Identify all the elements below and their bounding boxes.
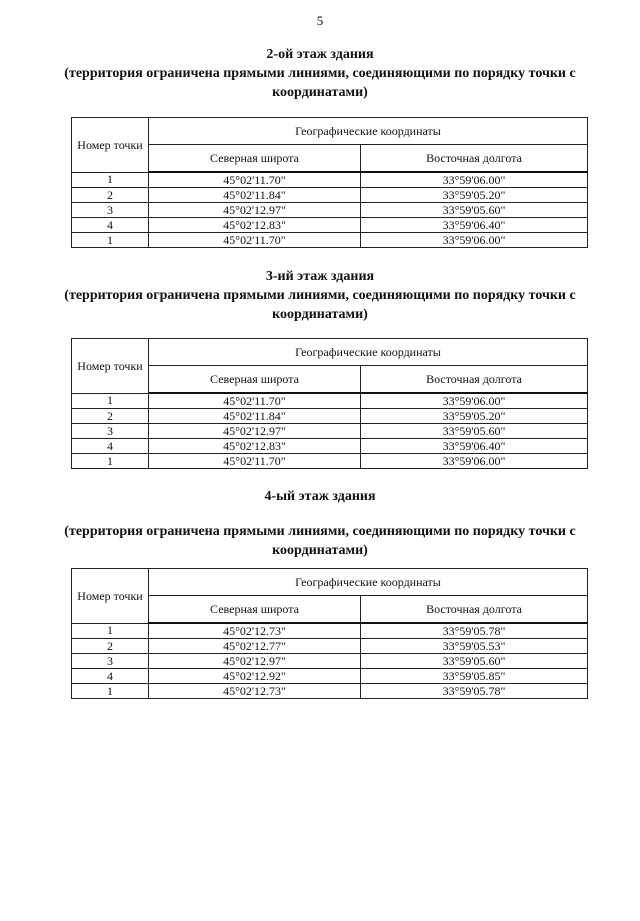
latitude-value: 45°02'11.70" (149, 233, 361, 248)
point-number: 3 (72, 424, 149, 439)
point-number: 1 (72, 393, 149, 409)
section-description: (территория ограничена прямыми линиями, соединяющими по порядку точки с координатами) (64, 288, 576, 322)
coordinates-table (71, 117, 588, 248)
east-longitude-header: Восточная долгота (361, 596, 588, 624)
table-row (72, 454, 588, 469)
point-number: 2 (72, 188, 149, 203)
longitude-value: 33°59'05.20" (361, 188, 588, 203)
coordinates-table (71, 338, 588, 469)
longitude-value: 33°59'05.60" (361, 203, 588, 218)
latitude-value: 45°02'12.83" (149, 439, 361, 454)
section-title: 4-ый этаж здания (264, 489, 376, 504)
longitude-value: 33°59'06.00" (361, 172, 588, 188)
table-row (72, 409, 588, 424)
point-number: 2 (72, 409, 149, 424)
section-description: (территория ограничена прямыми линиями, соединяющими по порядку точки с координатами) (64, 524, 576, 558)
latitude-value: 45°02'12.77" (149, 639, 361, 654)
point-number: 3 (72, 203, 149, 218)
point-number: 1 (72, 623, 149, 639)
latitude-value: 45°02'12.97" (149, 203, 361, 218)
geo-coordinates-header: Географические координаты (149, 569, 588, 596)
longitude-value: 33°59'06.00" (361, 233, 588, 248)
point-number-header: Номер точки (72, 339, 149, 394)
table-row (72, 233, 588, 248)
north-latitude-header: Северная широта (149, 145, 361, 173)
point-number: 1 (72, 172, 149, 188)
geo-coordinates-header: Географические координаты (149, 339, 588, 366)
longitude-value: 33°59'06.40" (361, 218, 588, 233)
latitude-value: 45°02'11.84" (149, 188, 361, 203)
latitude-value: 45°02'12.73" (149, 684, 361, 699)
table-row (72, 393, 588, 409)
point-number-header: Номер точки (72, 569, 149, 624)
table-row (72, 424, 588, 439)
section-description: (территория ограничена прямыми линиями, соединяющими по порядку точки с координатами) (64, 66, 576, 100)
north-latitude-header: Северная широта (149, 596, 361, 624)
longitude-value: 33°59'06.00" (361, 454, 588, 469)
latitude-value: 45°02'12.73" (149, 623, 361, 639)
point-number: 2 (72, 639, 149, 654)
section-floor-3 (0, 267, 640, 324)
longitude-value: 33°59'06.00" (361, 393, 588, 409)
latitude-value: 45°02'12.97" (149, 654, 361, 669)
point-number: 1 (72, 233, 149, 248)
longitude-value: 33°59'05.85" (361, 669, 588, 684)
table-row (72, 669, 588, 684)
north-latitude-header: Северная широта (149, 366, 361, 394)
point-number-header: Номер точки (72, 118, 149, 173)
section-title: 3-ий этаж здания (265, 269, 375, 284)
table-row (72, 684, 588, 699)
east-longitude-header: Восточная долгота (361, 145, 588, 173)
longitude-value: 33°59'05.60" (361, 654, 588, 669)
table-row (72, 172, 588, 188)
table-row (72, 188, 588, 203)
point-number: 1 (72, 684, 149, 699)
table-row (72, 439, 588, 454)
latitude-value: 45°02'11.70" (149, 454, 361, 469)
table-row (72, 218, 588, 233)
point-number: 3 (72, 654, 149, 669)
point-number: 4 (72, 218, 149, 233)
page-number: 5 (316, 13, 324, 28)
point-number: 4 (72, 439, 149, 454)
longitude-value: 33°59'05.60" (361, 424, 588, 439)
east-longitude-header: Восточная долгота (361, 366, 588, 394)
section-floor-4 (0, 487, 640, 560)
latitude-value: 45°02'11.70" (149, 393, 361, 409)
longitude-value: 33°59'06.40" (361, 439, 588, 454)
section-floor-2 (0, 45, 640, 102)
coordinates-table (71, 568, 588, 699)
geo-coordinates-header: Географические координаты (149, 118, 588, 145)
table-row (72, 639, 588, 654)
latitude-value: 45°02'12.83" (149, 218, 361, 233)
section-title: 2-ой этаж здания (266, 47, 374, 62)
longitude-value: 33°59'05.78" (361, 623, 588, 639)
longitude-value: 33°59'05.78" (361, 684, 588, 699)
table-row (72, 623, 588, 639)
latitude-value: 45°02'11.84" (149, 409, 361, 424)
table-row (72, 203, 588, 218)
latitude-value: 45°02'12.92" (149, 669, 361, 684)
point-number: 4 (72, 669, 149, 684)
table-row (72, 654, 588, 669)
latitude-value: 45°02'12.97" (149, 424, 361, 439)
longitude-value: 33°59'05.20" (361, 409, 588, 424)
point-number: 1 (72, 454, 149, 469)
latitude-value: 45°02'11.70" (149, 172, 361, 188)
longitude-value: 33°59'05.53" (361, 639, 588, 654)
